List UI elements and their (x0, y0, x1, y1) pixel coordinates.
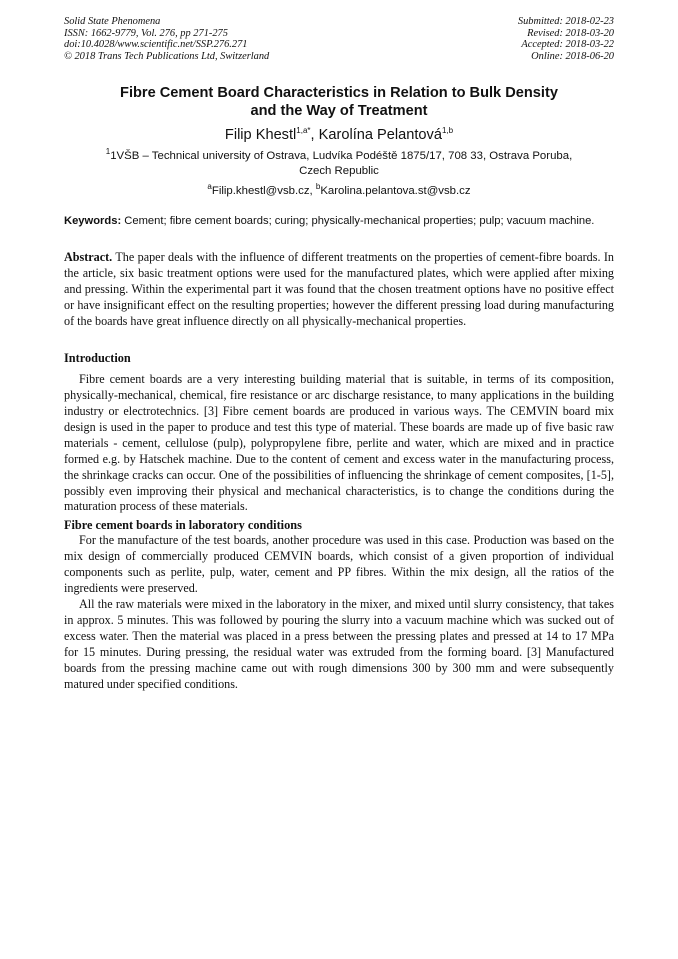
paper-title (64, 84, 614, 120)
keywords-text: Cement; fibre cement boards; curing; physically-mechanical properties; pulp; vacuum machine. (121, 215, 595, 227)
email-separator: , (309, 185, 316, 197)
affiliation (64, 149, 614, 179)
publication-info (64, 16, 269, 62)
author-2-affiliation-mark: 1,b (441, 126, 454, 136)
author-emails (64, 184, 614, 199)
accepted-date: Accepted: 2018-03-22 (521, 39, 614, 50)
author-2: Karolína Pelantová (318, 127, 442, 143)
section-heading-laboratory: Fibre cement boards in laboratory conditions (64, 518, 302, 533)
email-a-mark: a (207, 182, 212, 192)
title-line-2: and the Way of Treatment (250, 103, 428, 119)
journal-name: Solid State Phenomena (64, 16, 161, 27)
revised-date: Revised: 2018-03-20 (527, 27, 614, 39)
doi-line: doi:10.4028/www.scientific.net/SSP.276.271 (64, 39, 248, 50)
email-b-mark: b (315, 182, 321, 192)
online-date: Online: 2018-06-20 (531, 50, 614, 62)
affiliation-line-2: Czech Republic (299, 165, 379, 177)
section-heading-introduction: Introduction (64, 351, 131, 366)
keywords-label: Keywords: (64, 215, 122, 227)
copyright-line: © 2018 Trans Tech Publications Ltd, Switzerland (64, 50, 270, 62)
title-line-1: Fibre Cement Board Characteristics in Relation to Bulk Density (120, 85, 558, 101)
abstract-label: Abstract. (64, 250, 113, 265)
email-b: Karolina.pelantova.st@vsb.cz (320, 185, 471, 197)
author-1: Filip Khestl (224, 127, 297, 143)
keywords (64, 214, 614, 228)
affiliation-mark: 1 (105, 147, 111, 157)
submitted-date: Submitted: 2018-02-23 (517, 16, 614, 27)
abstract-text: The paper deals with the influence of different treatments on the properties of cement-fibre boards. In the article, six basic treatment options were used for the manufactured plates, which were applied after mixing and pressing. Within the experimental part it was found that the chosen treatment options have no positive effect or have insignificant effect on the resulting properties; however the different pressing load during manufacturing of the boards have great influence directly on all physically-mechanical properties. (64, 250, 614, 329)
paper-page (64, 16, 614, 692)
date-info (518, 16, 614, 62)
journal-header (64, 16, 614, 62)
author-1-affiliation-mark: 1,a* (296, 126, 311, 136)
abstract (64, 249, 614, 329)
affiliation-line-1 (64, 149, 614, 164)
email-a: Filip.khestl@vsb.cz (211, 185, 310, 197)
laboratory-paragraph-1: For the manufacture of the test boards, another procedure was used in this case. Production was based on the mix design of commercially produced CEMVIN boards, which consist of a given proportion of individual components such as perlite, pulp, water, cement and PP fibres. Within the mix design, all the ratios of the ingredients were preserved. (64, 533, 614, 596)
affiliation-text: 1VŠB – Technical university of Ostrava, Ludvíka Podéště 1875/17, 708 33, Ostrava Poruba, (110, 150, 573, 162)
laboratory-paragraph-2: All the raw materials were mixed in the laboratory in the mixer, and mixed until slurry consistency, that takes in approx. 5 minutes. This was followed by pouring the slurry into a vacuum machine which was sucked out of excess water. Then the material was placed in a press between the pressing plates and pressed at 14 to 17 MPa for 15 minutes. During pressing, the residual water was extruded from the forming board. [3] Manufactured boards from the pressing machine came out with rough dimensions 300 by 300 mm and were subsequently matured under specified conditions. (64, 596, 614, 691)
author-list (64, 125, 614, 145)
author-separator: , (310, 127, 319, 143)
introduction-paragraph: Fibre cement boards are a very interesting building material that is suitable, in terms of its composition, physically-mechanical, chemical, fire resistance or arc discharge resistance, to many applications in the building industry or electrotechnics. [3] Fibre cement boards are produced in various ways. The CEMVIN board mix design is used in the paper to produce and test this type of material. These boards are made up of five basic raw materials - cement, cellulose (pulp), polypropylene fibre, perlite and water, which are mixed and in practice formed e.g. by Hatschek machine. Due to the content of cement and excess water in the manufacturing process, the shrinkage cracks can occur. One of the possibilities of influencing the shrinkage of cement composites, [1-5], possibly even improving their physical and mechanical characteristics, is to change the conditions during the maturation process of these materials. (64, 372, 614, 514)
issn-line: ISSN: 1662-9779, Vol. 276, pp 271-275 (64, 27, 228, 39)
